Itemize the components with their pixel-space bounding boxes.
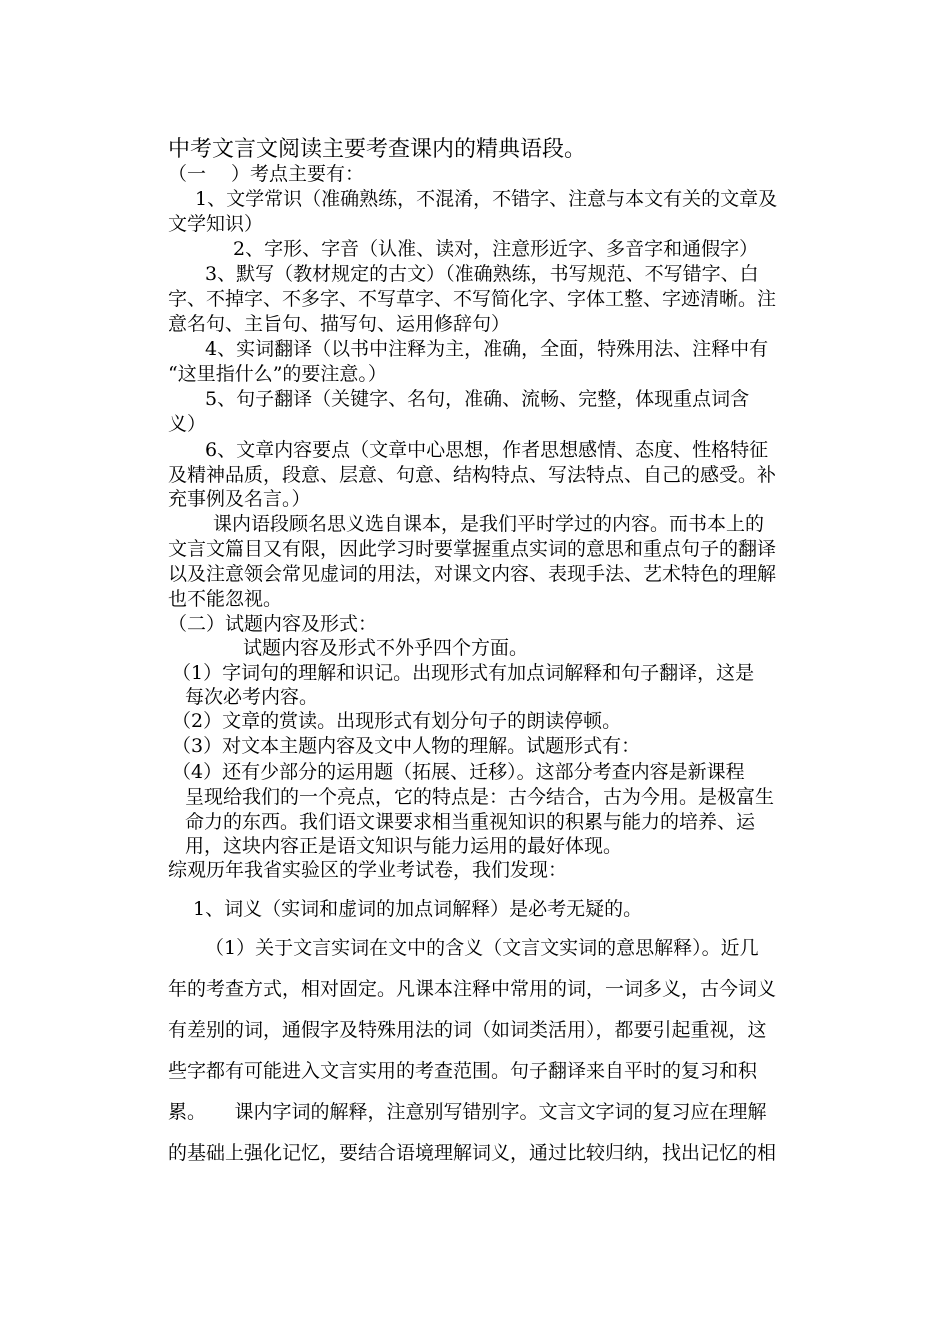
findings-lead: 综观历年我省实验区的学业考试卷，我们发现： [168,859,568,881]
text-line: 3、默写（教材规定的古文）（准确熟练，书写规范、不写错字、白 [205,263,759,285]
section-intro: 试题内容及形式不外乎四个方面。 [243,637,529,659]
text-line: 6、文章内容要点（文章中心思想，作者思想感情、态度、性格特征 [205,439,769,461]
text-line: 年的考查方式，相对固定。凡课本注释中常用的词，一词多义，古今词义 [168,978,777,1000]
text-line: 有差别的词，通假字及特殊用法的词（如词类活用），都要引起重视，这 [168,1019,767,1041]
text-line: （1）关于文言实词在文中的含义（文言文实词的意思解释）。近几 [205,937,759,959]
text-line: 及精神品质，段意、层意、句意、结构特点、写法特点、自己的感受。补 [168,464,777,486]
text-line: （4）还有少部分的运用题（拓展、迁移）。这部分考查内容是新课程 [172,761,745,783]
findings-point-one: 1、词义（实词和虚词的加点词解释）是必考无疑的。 [193,898,643,920]
text-line: 2、字形、字音（认准、读对，注意形近字、多音字和通假字） [233,238,759,260]
text-line: （3）对文本主题内容及文中人物的理解。试题形式有： [172,735,641,757]
text-line: （1）字词句的理解和识记。出现形式有加点词解释和句子翻译，这是 [172,662,755,684]
text-line: 意名句、主旨句、描写句、运用修辞句） [168,313,511,335]
text-line: 的基础上强化记忆，要结合语境理解词义，通过比较归纳，找出记忆的相 [168,1142,777,1164]
text-line: 以及注意领会常见虚词的用法，对课文内容、表现手法、艺术特色的理解 [168,563,777,585]
text-line: 累。 课内字词的解释，注意别写错别字。文言文字词的复习应在理解 [168,1101,767,1123]
text-line: 每次必考内容。 [185,686,319,708]
text-line: 1、文学常识（准确熟练，不混淆，不错字、注意与本文有关的文章及 [195,188,778,210]
text-line: 5、句子翻译（关键字、名句，准确、流畅、完整，体现重点词含 [205,388,750,410]
text-line: 文学知识） [168,213,264,235]
page-title: 中考文言文阅读主要考查课内的精典语段。 [168,137,587,162]
text-line: 字、不掉字、不多字、不写草字、不写简化字、字体工整、字迹清晰。注 [168,288,777,310]
text-line: 也不能忽视。 [168,588,283,610]
text-line: （2）文章的赏读。出现形式有划分句子的朗读停顿。 [172,710,622,732]
text-line: 4、实词翻译（以书中注释为主，准确，全面，特殊用法、注释中有 [205,338,769,360]
text-line: 义） [168,413,207,435]
text-line: 充事例及名言。） [168,488,311,510]
text-line: 呈现给我们的一个亮点，它的特点是：古今结合，古为今用。是极富生 [185,786,775,808]
section-heading: （二）试题内容及形式： [168,613,378,635]
text-line: 文言文篇目又有限，因此学习时要掌握重点实词的意思和重点句子的翻译 [168,538,777,560]
text-line: 命力的东西。我们语文课要求相当重视知识的积累与能力的培养、运 [185,811,756,833]
text-line: 用，这块内容正是语文知识与能力运用的最好体现。 [185,835,623,857]
text-line: 些字都有可能进入文言实用的考查范围。句子翻译来自平时的复习和积 [168,1060,758,1082]
text-line: 课内语段顾名思义选自课本，是我们平时学过的内容。而书本上的 [213,513,765,535]
section-heading: （一 ）考点主要有： [168,163,365,185]
text-line: “这里指什么”的要注意。） [168,363,387,385]
